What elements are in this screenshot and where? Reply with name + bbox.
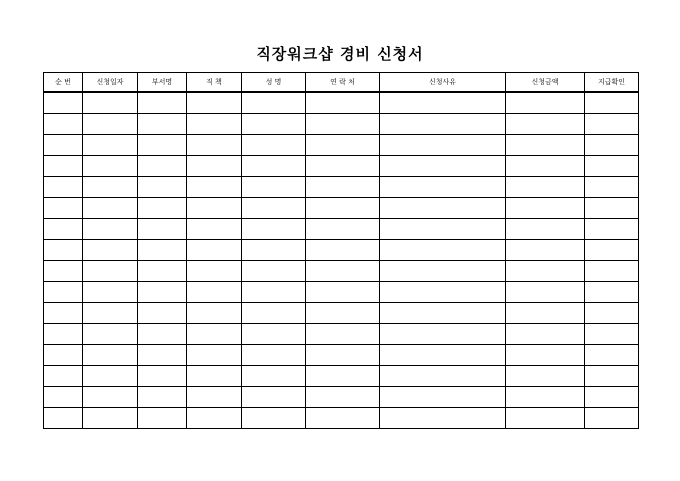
table-cell[interactable] — [585, 198, 639, 219]
table-row — [44, 156, 639, 177]
table-cell[interactable] — [83, 324, 138, 345]
table-cell[interactable] — [138, 114, 187, 135]
table-cell[interactable] — [138, 92, 187, 114]
table-cell[interactable] — [306, 261, 380, 282]
table-cell[interactable] — [187, 366, 242, 387]
table-cell[interactable] — [44, 387, 83, 408]
table-cell[interactable] — [187, 198, 242, 219]
table-row — [44, 261, 639, 282]
table-cell[interactable] — [83, 387, 138, 408]
table-cell[interactable] — [83, 261, 138, 282]
table-cell[interactable] — [138, 387, 187, 408]
table-cell[interactable] — [187, 177, 242, 198]
table-cell[interactable] — [44, 198, 83, 219]
table-cell[interactable] — [306, 366, 380, 387]
table-cell[interactable] — [242, 240, 306, 261]
table-cell[interactable] — [83, 219, 138, 240]
table-row — [44, 198, 639, 219]
table-cell[interactable] — [138, 261, 187, 282]
table-cell[interactable] — [83, 198, 138, 219]
table-cell[interactable] — [506, 177, 585, 198]
table-cell[interactable] — [44, 240, 83, 261]
table-cell[interactable] — [306, 408, 380, 429]
table-cell[interactable] — [506, 219, 585, 240]
table-cell[interactable] — [187, 303, 242, 324]
table-cell[interactable] — [506, 303, 585, 324]
table-cell[interactable] — [380, 387, 506, 408]
table-cell[interactable] — [585, 282, 639, 303]
table-cell[interactable] — [380, 303, 506, 324]
table-row — [44, 240, 639, 261]
table-cell[interactable] — [44, 177, 83, 198]
table-row — [44, 324, 639, 345]
table-cell[interactable] — [242, 261, 306, 282]
table-cell[interactable] — [306, 387, 380, 408]
table-cell[interactable] — [306, 219, 380, 240]
table-cell[interactable] — [138, 156, 187, 177]
table-cell[interactable] — [380, 240, 506, 261]
table-cell[interactable] — [138, 303, 187, 324]
table-row — [44, 114, 639, 135]
table-cell[interactable] — [242, 387, 306, 408]
table-cell[interactable] — [585, 345, 639, 366]
table-cell[interactable] — [585, 177, 639, 198]
table-cell[interactable] — [506, 114, 585, 135]
table-cell[interactable] — [585, 92, 639, 114]
table-cell[interactable] — [380, 261, 506, 282]
table-cell[interactable] — [242, 408, 306, 429]
table-cell[interactable] — [585, 219, 639, 240]
table-cell[interactable] — [242, 135, 306, 156]
table-cell[interactable] — [44, 408, 83, 429]
table-cell[interactable] — [242, 92, 306, 114]
table-cell[interactable] — [44, 303, 83, 324]
table-row — [44, 345, 639, 366]
table-cell[interactable] — [380, 198, 506, 219]
table-cell[interactable] — [44, 92, 83, 114]
table-cell[interactable] — [306, 282, 380, 303]
table-cell[interactable] — [83, 114, 138, 135]
table-cell[interactable] — [306, 92, 380, 114]
table-cell[interactable] — [242, 345, 306, 366]
table-cell[interactable] — [44, 156, 83, 177]
table-cell[interactable] — [506, 156, 585, 177]
table-cell[interactable] — [187, 92, 242, 114]
table-cell[interactable] — [187, 240, 242, 261]
table-row — [44, 387, 639, 408]
table-cell[interactable] — [83, 156, 138, 177]
table-row — [44, 303, 639, 324]
table-cell[interactable] — [187, 114, 242, 135]
table-row — [44, 219, 639, 240]
table-cell[interactable] — [187, 387, 242, 408]
table-cell[interactable] — [306, 177, 380, 198]
table-cell[interactable] — [44, 282, 83, 303]
column-header-payment-check: 지급확인 — [585, 73, 639, 93]
table-cell[interactable] — [83, 408, 138, 429]
table-cell[interactable] — [83, 92, 138, 114]
table-cell[interactable] — [83, 135, 138, 156]
column-header-number: 순 번 — [44, 73, 83, 93]
column-header-amount: 신청금액 — [506, 73, 585, 93]
table-row — [44, 366, 639, 387]
table-cell[interactable] — [306, 303, 380, 324]
column-header-reason: 신청사유 — [380, 73, 506, 93]
table-cell[interactable] — [242, 219, 306, 240]
table-cell[interactable] — [380, 408, 506, 429]
table-cell[interactable] — [585, 240, 639, 261]
table-cell[interactable] — [585, 156, 639, 177]
form-title: 직장워크샵 경비 신청서 — [256, 45, 424, 63]
table-cell[interactable] — [83, 366, 138, 387]
table-cell[interactable] — [506, 324, 585, 345]
table-cell[interactable] — [187, 345, 242, 366]
table-cell[interactable] — [585, 303, 639, 324]
application-table — [43, 72, 639, 429]
table-cell[interactable] — [380, 156, 506, 177]
table-row — [44, 408, 639, 429]
table-row — [44, 177, 639, 198]
table-cell[interactable] — [138, 408, 187, 429]
table-cell[interactable] — [138, 282, 187, 303]
table-cell[interactable] — [44, 366, 83, 387]
column-header-department: 부서명 — [138, 73, 187, 93]
table-cell[interactable] — [380, 177, 506, 198]
table-cell[interactable] — [585, 114, 639, 135]
table-row — [44, 282, 639, 303]
table-cell[interactable] — [138, 177, 187, 198]
table-cell[interactable] — [83, 240, 138, 261]
table-cell[interactable] — [44, 219, 83, 240]
table-cell[interactable] — [138, 345, 187, 366]
table-cell[interactable] — [380, 345, 506, 366]
table-cell[interactable] — [585, 366, 639, 387]
table-cell[interactable] — [380, 114, 506, 135]
table-cell[interactable] — [138, 219, 187, 240]
table-cell[interactable] — [138, 324, 187, 345]
table-cell[interactable] — [138, 198, 187, 219]
table-cell[interactable] — [242, 114, 306, 135]
table-cell[interactable] — [380, 219, 506, 240]
table-cell[interactable] — [187, 324, 242, 345]
table-cell[interactable] — [83, 345, 138, 366]
table-cell[interactable] — [44, 135, 83, 156]
header-row — [44, 73, 639, 93]
table-cell[interactable] — [187, 408, 242, 429]
table-cell[interactable] — [506, 240, 585, 261]
table-cell[interactable] — [506, 408, 585, 429]
table-cell[interactable] — [585, 408, 639, 429]
table-cell[interactable] — [306, 156, 380, 177]
table-cell[interactable] — [44, 324, 83, 345]
table-cell[interactable] — [83, 303, 138, 324]
table-cell[interactable] — [306, 198, 380, 219]
table-cell[interactable] — [506, 135, 585, 156]
table-cell[interactable] — [306, 135, 380, 156]
table-cell[interactable] — [506, 198, 585, 219]
table-cell[interactable] — [306, 114, 380, 135]
table-cell[interactable] — [306, 240, 380, 261]
table-row — [44, 135, 639, 156]
table-cell[interactable] — [585, 261, 639, 282]
table-cell[interactable] — [242, 198, 306, 219]
table-cell[interactable] — [138, 240, 187, 261]
table-cell[interactable] — [380, 324, 506, 345]
table-cell[interactable] — [506, 387, 585, 408]
table-cell[interactable] — [506, 282, 585, 303]
table-cell[interactable] — [44, 261, 83, 282]
table-cell[interactable] — [506, 366, 585, 387]
table-cell[interactable] — [83, 177, 138, 198]
column-header-position: 직 책 — [187, 73, 242, 93]
table-cell[interactable] — [187, 219, 242, 240]
table-cell[interactable] — [242, 156, 306, 177]
table-cell[interactable] — [187, 156, 242, 177]
table-cell[interactable] — [306, 324, 380, 345]
table-cell[interactable] — [187, 261, 242, 282]
column-header-contact: 연 락 처 — [306, 73, 380, 93]
table-cell[interactable] — [585, 324, 639, 345]
table-cell[interactable] — [506, 92, 585, 114]
table-cell[interactable] — [585, 387, 639, 408]
table-cell[interactable] — [44, 114, 83, 135]
table-cell[interactable] — [187, 135, 242, 156]
table-cell[interactable] — [380, 282, 506, 303]
table-cell[interactable] — [380, 366, 506, 387]
table-cell[interactable] — [242, 177, 306, 198]
table-cell[interactable] — [380, 92, 506, 114]
table-cell[interactable] — [44, 345, 83, 366]
table-body — [44, 92, 639, 429]
table-cell[interactable] — [242, 282, 306, 303]
table-cell[interactable] — [585, 135, 639, 156]
table-cell[interactable] — [242, 303, 306, 324]
column-header-date: 신청일자 — [83, 73, 138, 93]
table-cell[interactable] — [306, 345, 380, 366]
table-cell[interactable] — [380, 135, 506, 156]
table-cell[interactable] — [187, 282, 242, 303]
column-header-name: 성 명 — [242, 73, 306, 93]
table-cell[interactable] — [138, 366, 187, 387]
table-row — [44, 92, 639, 114]
table-cell[interactable] — [506, 345, 585, 366]
table-cell[interactable] — [138, 135, 187, 156]
table-cell[interactable] — [242, 324, 306, 345]
table-cell[interactable] — [242, 366, 306, 387]
table-cell[interactable] — [506, 261, 585, 282]
table-cell[interactable] — [83, 282, 138, 303]
